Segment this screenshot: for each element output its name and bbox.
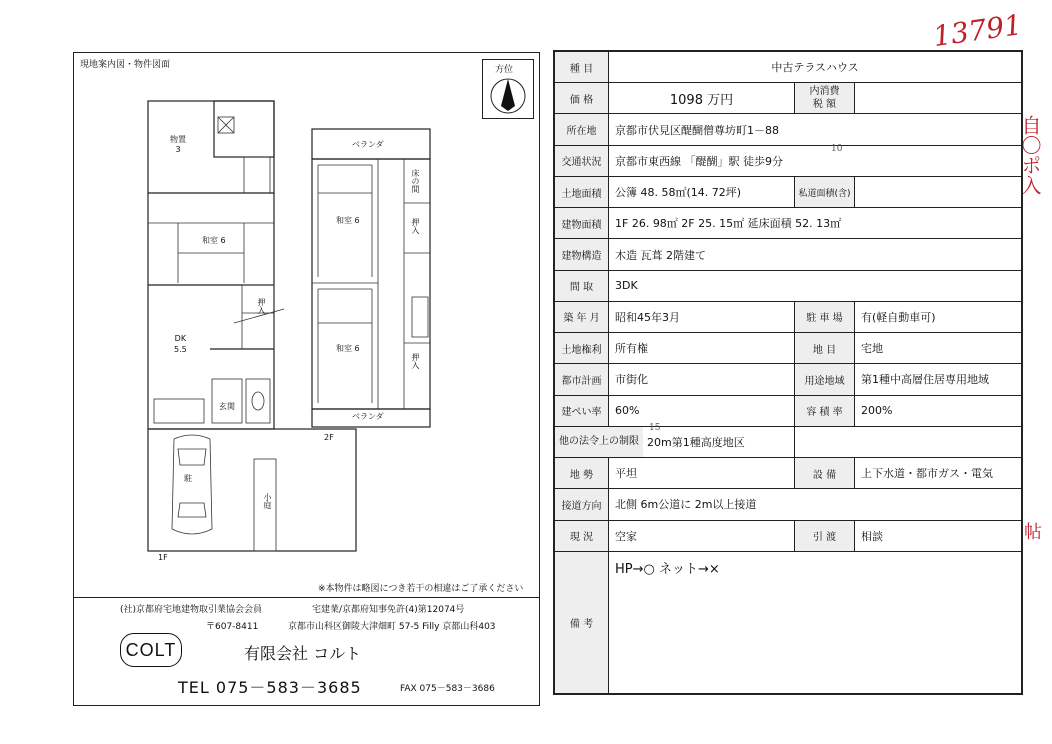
room-garden: 小庭 <box>263 493 272 509</box>
room-washitsu-1f: 和室 6 <box>202 236 226 245</box>
terrain-value: 平坦 <box>609 458 795 489</box>
company-tel: TEL 075－583－3685 <box>178 678 362 697</box>
other-law-value: 20m第1種高度地区 <box>647 435 745 449</box>
dk-label: DK <box>174 334 187 343</box>
built-label: 築 年 月 <box>555 301 609 332</box>
floor-2f-label: 2F <box>324 433 334 442</box>
other-law-note: 15 <box>649 422 661 433</box>
row-coverage <box>555 395 1022 426</box>
company-address: 京都市山科区御陵大津畑町 57-5 Filly 京都山科403 <box>288 622 496 632</box>
status-value: 空家 <box>609 520 795 551</box>
category-label: 地 目 <box>795 333 855 364</box>
road-label: 接道方向 <box>555 489 609 520</box>
row-transport <box>555 145 1022 176</box>
facilities-value: 上下水道・都市ガス・電気 <box>855 458 1022 489</box>
company-logo <box>120 633 182 667</box>
tax-value <box>855 83 1022 114</box>
row-remarks <box>555 551 1022 693</box>
postal-code: 〒607-8411 <box>206 622 259 632</box>
other-law-label: 他の法令上の制限 <box>555 427 643 457</box>
land-area-value: 公簿 48. 58㎡(14. 72坪) <box>609 176 795 207</box>
room-washitsu-2f-b: 和室 6 <box>336 344 360 353</box>
room-storage <box>170 135 186 155</box>
storage-size: 3 <box>175 145 181 154</box>
layout-label: 間 取 <box>555 270 609 301</box>
private-road-label: 私道面積(含) <box>795 176 855 207</box>
handwritten-number: 13791 <box>931 7 1024 54</box>
spec-table <box>554 51 1022 694</box>
tax-label: 内消費 税 額 <box>795 83 855 114</box>
row-terrain <box>555 458 1022 489</box>
room-entrance: 玄関 <box>219 402 235 411</box>
footer-divider <box>74 597 539 598</box>
company-name: 有限会社 コルト <box>244 644 362 663</box>
room-tokonoma: 床の間 <box>411 169 420 193</box>
row-type <box>555 52 1022 83</box>
transport-cell <box>609 145 1022 176</box>
coverage-label: 建ぺい率 <box>555 395 609 426</box>
building-area-label: 建物面積 <box>555 208 609 239</box>
row-building-area <box>555 208 1022 239</box>
type-value: 中古テラスハウス <box>609 52 1022 83</box>
layout-value: 3DK <box>609 270 1022 301</box>
land-right-label: 土地権利 <box>555 333 609 364</box>
location-label: 所在地 <box>555 114 609 145</box>
row-structure <box>555 239 1022 270</box>
panel-title: 現地案内図・物件図面 <box>80 60 171 70</box>
other-law-cell <box>555 422 795 457</box>
row-city-plan <box>555 364 1022 395</box>
row-other-law <box>555 426 1022 457</box>
transport-note: 10 <box>831 143 843 154</box>
row-location <box>555 114 1022 145</box>
row-layout <box>555 270 1022 301</box>
room-oshiire-2f-b: 押入 <box>411 353 420 369</box>
room-oshiire-2f-a: 押入 <box>411 218 420 234</box>
floor-plan-panel <box>73 52 540 706</box>
row-status <box>555 520 1022 551</box>
row-land-area <box>555 176 1022 207</box>
zoning-label: 用途地域 <box>795 364 855 395</box>
floor-plan-drawing <box>74 53 539 573</box>
building-area-value: 1F 26. 98㎡ 2F 25. 15㎡ 延床面積 52. 13㎡ <box>609 208 1022 239</box>
far-label: 容 積 率 <box>795 395 855 426</box>
association: (社)京都府宅地建物取引業協会会員 <box>120 605 263 615</box>
row-land-right <box>555 333 1022 364</box>
terrain-label: 地 勢 <box>555 458 609 489</box>
price-value: 1098 万円 <box>609 83 795 114</box>
remarks-label: 備 考 <box>555 551 609 693</box>
city-plan-label: 都市計画 <box>555 364 609 395</box>
transport-value: 京都市東西線 「醍醐」駅 徒歩9分 <box>615 154 783 168</box>
row-built <box>555 301 1022 332</box>
structure-label: 建物構造 <box>555 239 609 270</box>
veranda-bottom: ベランダ <box>352 412 384 421</box>
row-road <box>555 489 1022 520</box>
handwritten-side-mark: 帖 <box>1024 522 1042 543</box>
location-value: 京都市伏見区醍醐僧尊坊町1－88 <box>609 114 1022 145</box>
handover-label: 引 渡 <box>795 520 855 551</box>
handwritten-side-note: 自〇ポ入 <box>1018 115 1042 195</box>
land-area-label: 土地面積 <box>555 176 609 207</box>
room-dk <box>174 333 187 355</box>
dk-size: 5.5 <box>174 345 187 354</box>
facilities-label: 設 備 <box>795 458 855 489</box>
coverage-value: 60% <box>609 395 795 426</box>
price-label: 価 格 <box>555 83 609 114</box>
room-parking: 駐 <box>184 474 192 483</box>
road-value: 北側 6m公道に 2m以上接道 <box>609 489 1022 520</box>
status-label: 現 況 <box>555 520 609 551</box>
far-value: 200% <box>855 395 1022 426</box>
remarks-cell <box>609 551 1022 693</box>
compass-label: 方位 <box>495 65 514 75</box>
land-right-value: 所有権 <box>609 333 795 364</box>
storage-label: 物置 <box>170 135 186 144</box>
handover-value: 相談 <box>855 520 1022 551</box>
transport-label: 交通状況 <box>555 145 609 176</box>
built-value: 昭和45年3月 <box>609 301 795 332</box>
zoning-value: 第1種中高層住居専用地域 <box>855 364 1022 395</box>
parking-label: 駐 車 場 <box>795 301 855 332</box>
license: 宅建業/京都府知事免許(4)第12074号 <box>312 605 465 615</box>
room-washitsu-2f-a: 和室 6 <box>336 216 360 225</box>
room-oshiire-1f: 押入 <box>257 298 266 314</box>
company-fax: FAX 075－583－3686 <box>400 684 495 694</box>
veranda-top: ベランダ <box>352 140 384 149</box>
private-road-value <box>855 176 1022 207</box>
structure-value: 木造 瓦葺 2階建て <box>609 239 1022 270</box>
city-plan-value: 市街化 <box>609 364 795 395</box>
other-law-empty <box>795 426 1022 457</box>
remarks-value: HP→○ ネット→× <box>615 561 720 577</box>
floor-1f-label: 1F <box>158 553 168 562</box>
parking-value: 有(軽自動車可) <box>855 301 1022 332</box>
type-label: 種 目 <box>555 52 609 83</box>
logo-text: COLT <box>125 639 177 660</box>
category-value: 宅地 <box>855 333 1022 364</box>
property-spec-table <box>553 50 1023 695</box>
disclaimer-note: ※本物件は略図につき若干の相違はご了承ください <box>318 584 524 594</box>
row-price <box>555 83 1022 114</box>
